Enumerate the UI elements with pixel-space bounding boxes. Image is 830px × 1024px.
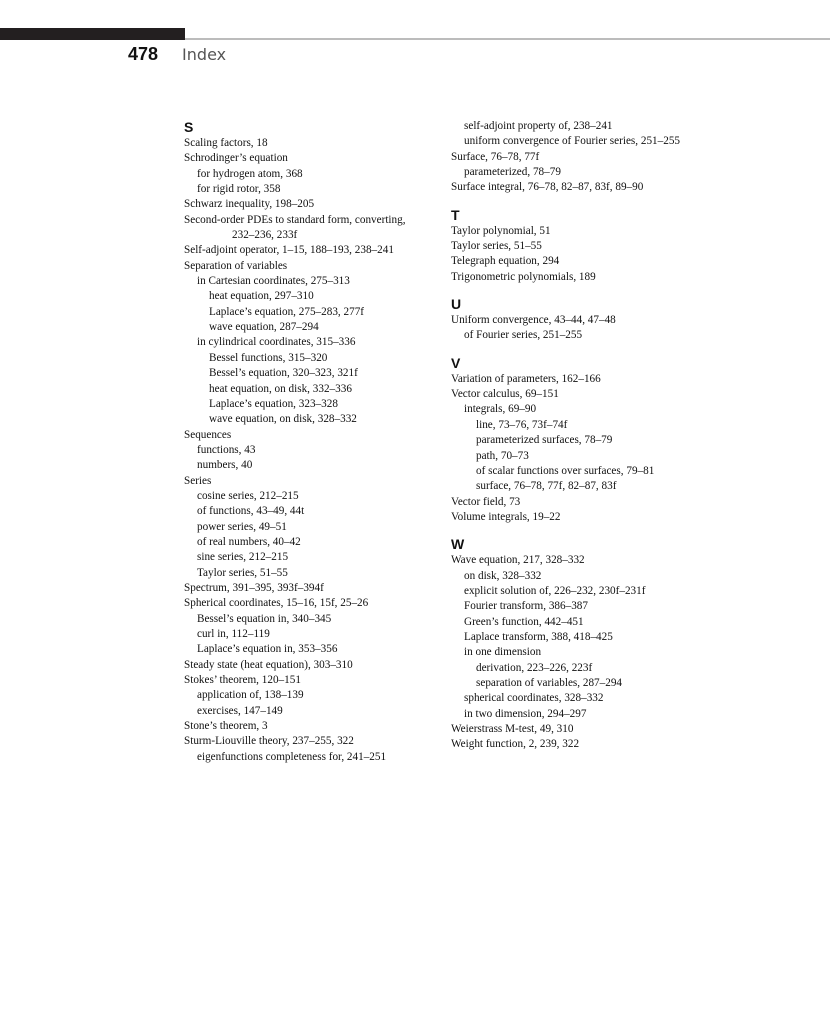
index-entry: Bessel’s equation, 320–323, 321f [209,367,358,380]
index-entry: Stone’s theorem, 3 [184,720,268,733]
index-entry: eigenfunctions completeness for, 241–251 [197,750,387,763]
index-entry: of real numbers, 40–42 [197,535,301,548]
index-entry: of Fourier series, 251–255 [464,329,583,342]
index-entry: Laplace’s equation, 275–283, 277f [209,305,365,318]
index-entry: integrals, 69–90 [464,403,537,416]
index-entry: surface, 76–78, 77f, 82–87, 83f [476,480,617,493]
index-entry: numbers, 40 [197,459,253,472]
index-entry: Taylor series, 51–55 [451,240,542,253]
index-entry: line, 73–76, 73f–74f [476,418,568,431]
index-entry: Second-order PDEs to standard form, converting, [184,213,406,226]
index-entry: explicit solution of, 226–232, 230f–231f [464,584,646,597]
page-header [128,44,226,68]
index-entry: Scaling factors, 18 [184,137,268,149]
section-letter: W [451,536,465,553]
section-letter: T [451,206,460,223]
index-entry: Weierstrass M-test, 49, 310 [451,723,574,735]
index-entry: Trigonometric polynomials, 189 [451,270,596,283]
index-entry: Green’s function, 442–451 [464,615,584,628]
index-entry: application of, 138–139 [197,689,304,702]
index-entry: functions, 43 [197,443,256,456]
index-entry: Schwarz inequality, 198–205 [184,198,315,211]
index-entry: cosine series, 212–215 [197,489,299,502]
index-entry: in two dimension, 294–297 [464,707,587,720]
index-column-right [451,119,711,753]
index-entry: of scalar functions over surfaces, 79–81 [476,464,655,477]
index-entry: Laplace’s equation, 323–328 [209,397,338,410]
header-bar-accent [0,28,185,40]
index-entry: wave equation, 287–294 [209,321,319,334]
index-entry: Laplace transform, 388, 418–425 [464,630,613,643]
index-column-left [184,118,444,765]
index-entry: Taylor series, 51–55 [197,566,288,579]
index-entry: power series, 49–51 [197,520,287,533]
index-entry: derivation, 223–226, 223f [476,661,593,674]
index-entry: Weight function, 2, 239, 322 [451,738,580,751]
index-entry: heat equation, 297–310 [209,290,314,303]
index-entry: on disk, 328–332 [464,569,542,582]
index-entry: Surface, 76–78, 77f [451,150,540,163]
index-entry: Wave equation, 217, 328–332 [451,554,585,567]
index-entry: of functions, 43–49, 44t [197,505,305,518]
index-entry: Spherical coordinates, 15–16, 15f, 25–26 [184,597,369,610]
index-entry: self-adjoint property of, 238–241 [464,120,613,132]
running-head: Index [182,45,227,64]
index-entry: Taylor polynomial, 51 [451,224,551,237]
index-entry: Surface integral, 76–78, 82–87, 83f, 89–90 [451,181,644,194]
index-entry: uniform convergence of Fourier series, 251–255 [464,135,681,148]
index-entry: Steady state (heat equation), 303–310 [184,658,353,671]
index-entry: Schrodinger’s equation [184,152,288,165]
index-entry: Sturm-Liouville theory, 237–255, 322 [184,735,354,748]
page-number: 478 [128,44,159,64]
section-letter: U [451,296,462,313]
index-entry: Self-adjoint operator, 1–15, 188–193, 238–241 [184,244,394,257]
index-entry: Fourier transform, 386–387 [464,600,588,613]
index-entry: in cylindrical coordinates, 315–336 [197,336,356,349]
index-entry: Variation of parameters, 162–166 [451,372,601,385]
index-entry: in Cartesian coordinates, 275–313 [197,275,350,288]
index-entry: Telegraph equation, 294 [451,255,560,268]
header-rule [185,38,830,40]
index-entry: Vector calculus, 69–151 [451,388,559,401]
index-entry: Series [184,474,212,487]
index-entry: Bessel functions, 315–320 [209,351,328,364]
index-entry: Spectrum, 391–395, 393f–394f [184,581,324,594]
index-entry: for hydrogen atom, 368 [197,167,303,180]
index-entry: for rigid rotor, 358 [197,183,281,196]
index-entry: Uniform convergence, 43–44, 47–48 [451,314,616,327]
index-entry: in one dimension [464,646,542,659]
index-entry: spherical coordinates, 328–332 [464,692,604,705]
index-entry: heat equation, on disk, 332–336 [209,382,352,395]
index-entry: path, 70–73 [476,449,529,462]
index-entry: curl in, 112–119 [197,628,270,640]
index-entry: 232–236, 233f [232,229,298,242]
index-entry: parameterized surfaces, 78–79 [476,434,613,447]
index-entry: Laplace’s equation in, 353–356 [197,643,338,656]
index-entry: separation of variables, 287–294 [476,676,623,689]
index-entry: sine series, 212–215 [197,551,289,564]
section-letter: S [184,119,194,135]
index-entry: Stokes’ theorem, 120–151 [184,674,301,687]
section-letter: V [451,354,461,371]
index-entry: exercises, 147–149 [197,704,283,717]
index-entry: Volume integrals, 19–22 [451,510,561,523]
index-entry: parameterized, 78–79 [464,166,561,179]
index-entry: Separation of variables [184,259,288,272]
index-entry: wave equation, on disk, 328–332 [209,413,357,426]
index-entry: Vector field, 73 [451,495,521,508]
index-entry: Sequences [184,428,232,441]
index-entry: Bessel’s equation in, 340–345 [197,612,332,625]
